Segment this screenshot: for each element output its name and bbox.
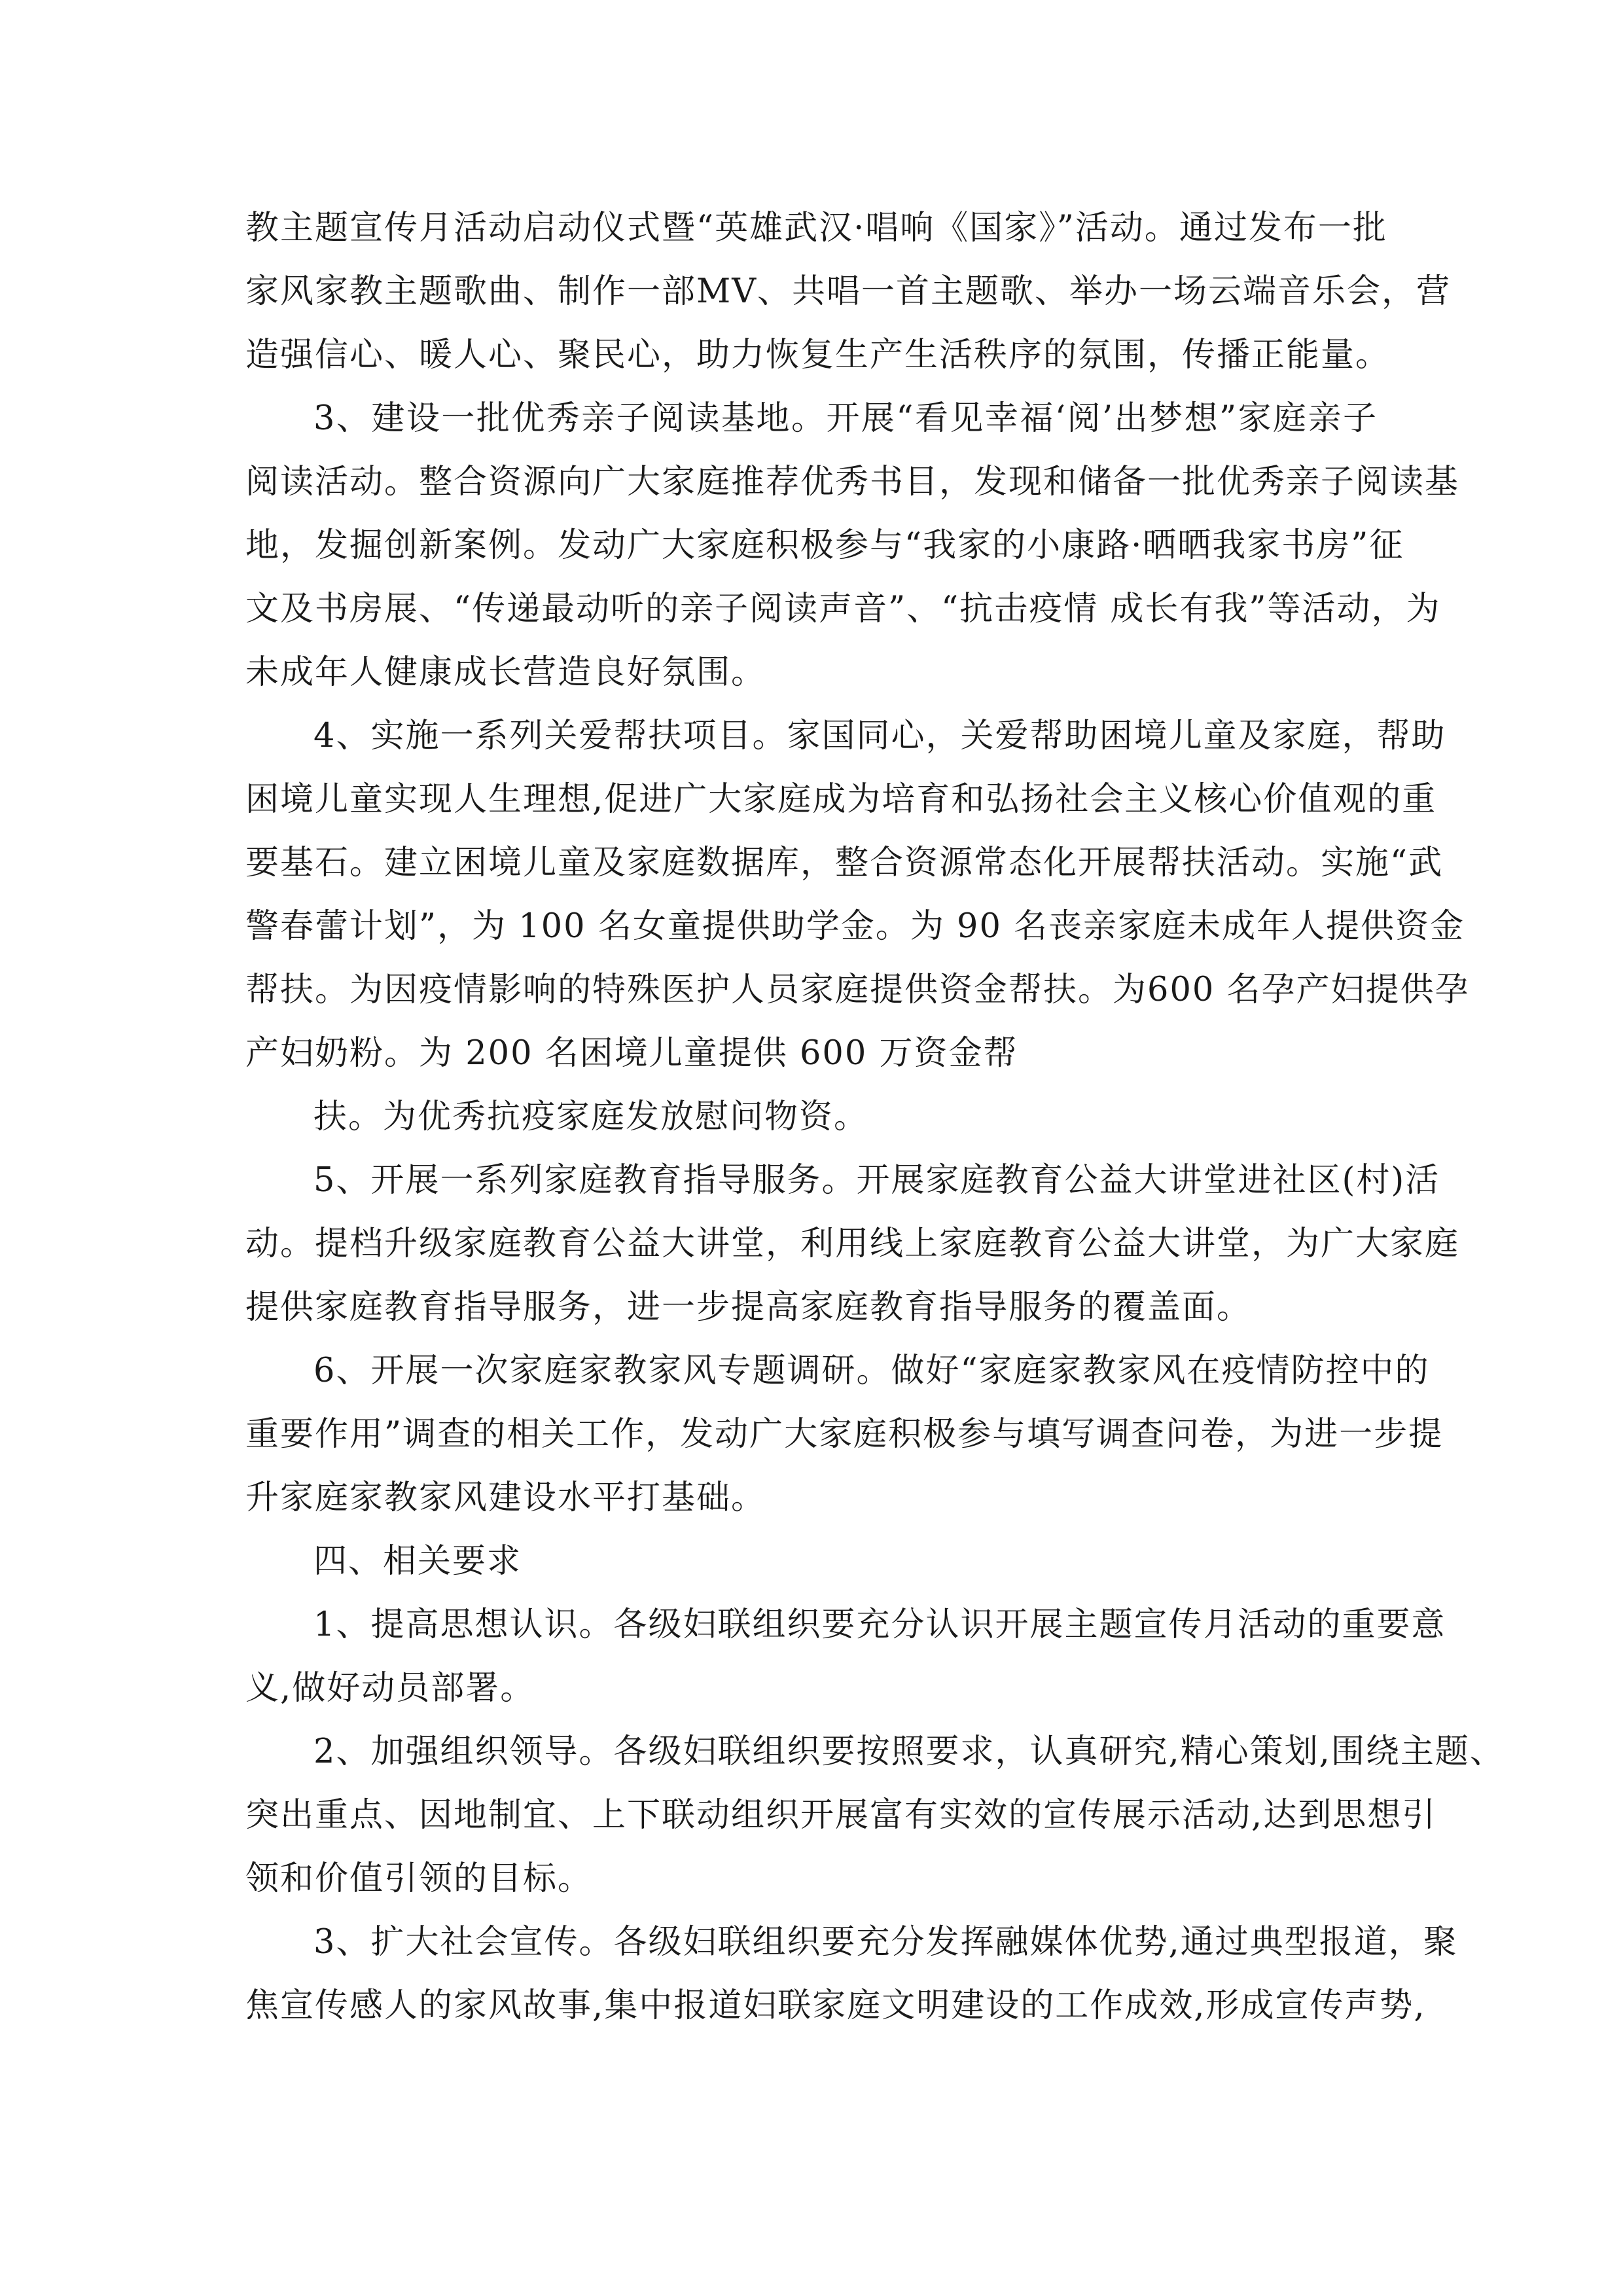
text-line: 提供家庭教育指导服务，进一步提高家庭教育指导服务的覆盖面。 bbox=[245, 1288, 1252, 1327]
paragraph-start-line: 3、扩大社会宣传。各级妇联组织要充分发挥融媒体优势,通过典型报道，聚 bbox=[313, 1923, 1458, 1962]
document-body bbox=[245, 196, 1505, 2037]
text-line: 警春蕾计划”，为 100 名女童提供助学金。为 90 名丧亲家庭未成年人提供资金 bbox=[245, 907, 1465, 946]
paragraph-start-line: 4、实施一系列关爱帮扶项目。家国同心，关爱帮助困境儿童及家庭，帮助 bbox=[313, 717, 1446, 755]
text-line: 阅读活动。整合资源向广大家庭推荐优秀书目，发现和储备一批优秀亲子阅读基 bbox=[245, 463, 1460, 501]
text-line: 教主题宣传月活动启动仪式暨“英雄武汉·唱响《国家》”活动。通过发布一批 bbox=[245, 209, 1387, 247]
paragraph-start-line: 3、建设一批优秀亲子阅读基地。开展“看见幸福‘阅’出梦想”家庭亲子 bbox=[313, 399, 1378, 438]
text-line: 焦宣传感人的家风故事,集中报道妇联家庭文明建设的工作成效,形成宣传声势, bbox=[245, 1986, 1426, 2025]
text-line: 要基石。建立困境儿童及家庭数据库，整合资源常态化开展帮扶活动。实施“武 bbox=[245, 844, 1444, 882]
text-line: 产妇奶粉。为 200 名困境儿童提供 600 万资金帮 bbox=[245, 1034, 1018, 1073]
text-line: 地，发掘创新案例。发动广大家庭积极参与“我家的小康路·晒晒我家书房”征 bbox=[245, 526, 1404, 565]
paragraph-start-line: 2、加强组织领导。各级妇联组织要按照要求，认真研究,精心策划,围绕主题、 bbox=[313, 1732, 1505, 1771]
text-line: 造强信心、暖人心、聚民心，助力恢复生产生活秩序的氛围，传播正能量。 bbox=[245, 336, 1391, 374]
text-line: 升家庭家教家风建设水平打基础。 bbox=[245, 1479, 766, 1517]
text-line: 困境儿童实现人生理想,促进广大家庭成为培育和弘扬社会主义核心价值观的重 bbox=[245, 780, 1437, 819]
text-line: 文及书房展、“传递最动听的亲子阅读声音”、“抗击疫情 成长有我”等活动，为 bbox=[245, 590, 1441, 628]
text-line: 领和价值引领的目标。 bbox=[245, 1859, 593, 1898]
text-line: 突出重点、因地制宜、上下联动组织开展富有实效的宣传展示活动,达到思想引 bbox=[245, 1796, 1437, 1835]
paragraph-start-line: 5、开展一系列家庭教育指导服务。开展家庭教育公益大讲堂进社区(村)活 bbox=[313, 1161, 1440, 1200]
text-line: 义,做好动员部署。 bbox=[245, 1669, 535, 1708]
text-line: 扶。为优秀抗疫家庭发放慰问物资。 bbox=[313, 1098, 869, 1136]
text-line: 重要作用”调查的相关工作，发动广大家庭积极参与填写调查问卷，为进一步提 bbox=[245, 1415, 1444, 1454]
paragraph-start-line: 6、开展一次家庭家教家风专题调研。做好“家庭家教家风在疫情防控中的 bbox=[313, 1352, 1430, 1390]
paragraph-start-line: 1、提高思想认识。各级妇联组织要充分认识开展主题宣传月活动的重要意 bbox=[313, 1605, 1446, 1644]
text-line: 未成年人健康成长营造良好氛围。 bbox=[245, 653, 766, 692]
text-line: 帮扶。为因疫情影响的特殊医护人员家庭提供资金帮扶。为600 名孕产妇提供孕 bbox=[245, 971, 1470, 1009]
text-line: 家风家教主题歌曲、制作一部MV、共唱一首主题歌、举办一场云端音乐会，营 bbox=[245, 272, 1452, 311]
section-heading: 四、相关要求 bbox=[313, 1542, 522, 1581]
text-line: 动。提档升级家庭教育公益大讲堂，利用线上家庭教育公益大讲堂，为广大家庭 bbox=[245, 1225, 1460, 1263]
